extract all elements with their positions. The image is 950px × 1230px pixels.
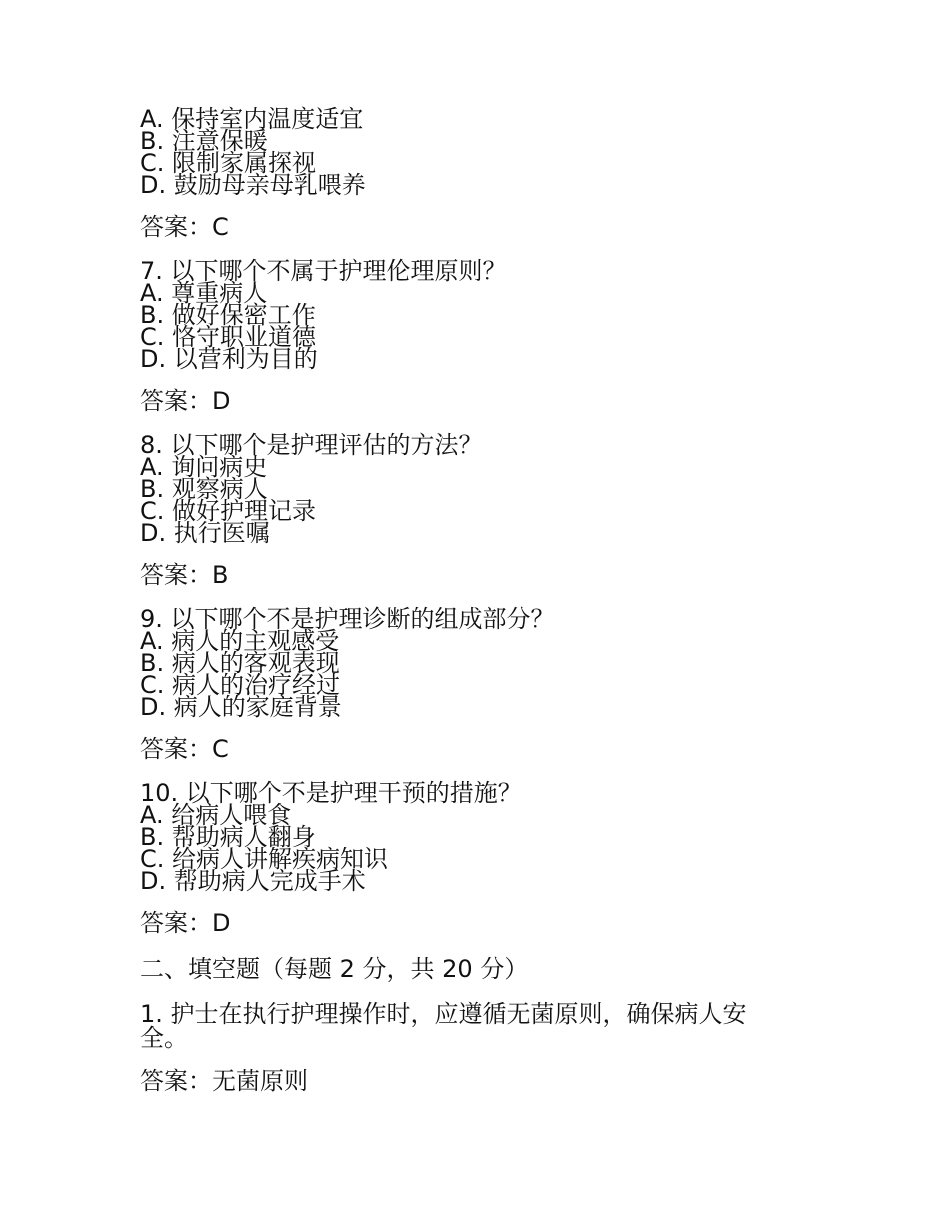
- option-a: A. 尊重病人: [140, 279, 268, 307]
- option-a: A. 保持室内温度适宜: [140, 105, 364, 133]
- option-d: D. 病人的家庭背景: [140, 693, 342, 721]
- question-10: [140, 779, 780, 937]
- question-text: 9. 以下哪个不是护理诊断的组成部分？: [140, 605, 555, 633]
- question-9: [140, 605, 780, 763]
- fill-question-1: 1. 护士在执行护理操作时，应遵循无菌原则，确保病人安全。: [140, 1000, 747, 1052]
- answer-text: 答案：C: [140, 213, 229, 241]
- section-fill-in: [140, 956, 780, 1094]
- option-c: C. 恪守职业道德: [140, 323, 317, 351]
- section-title: 二、填空题（每题 2 分，共 20 分）: [140, 955, 529, 983]
- option-a: A. 给病人喂食: [140, 801, 292, 829]
- question-text: 10. 以下哪个不是护理干预的措施？: [140, 779, 522, 807]
- option-b: B. 帮助病人翻身: [140, 823, 316, 851]
- answer-text: 答案：C: [140, 735, 229, 763]
- option-a: A. 病人的主观感受: [140, 627, 340, 655]
- option-d: D. 帮助病人完成手术: [140, 867, 366, 895]
- answer-text: 答案：D: [140, 387, 231, 415]
- intro-question-options: [140, 105, 780, 241]
- question-8: [140, 431, 780, 589]
- option-b: B. 观察病人: [140, 475, 268, 503]
- option-b: B. 做好保密工作: [140, 301, 316, 329]
- option-c: C. 限制家属探视: [140, 149, 317, 177]
- option-d: D. 执行医嘱: [140, 519, 270, 547]
- answer-text: 答案：D: [140, 909, 231, 937]
- option-a: A. 询问病史: [140, 453, 268, 481]
- option-c: C. 做好护理记录: [140, 497, 317, 525]
- answer-text: 答案：B: [140, 561, 229, 589]
- answer-text: 答案：无菌原则: [140, 1067, 308, 1095]
- option-b: B. 病人的客观表现: [140, 649, 340, 677]
- option-c: C. 给病人讲解疾病知识: [140, 845, 389, 873]
- option-d: D. 以营利为目的: [140, 345, 318, 373]
- question-text: 7. 以下哪个不属于护理伦理原则？: [140, 257, 507, 285]
- option-c: C. 病人的治疗经过: [140, 671, 341, 699]
- question-7: [140, 257, 780, 415]
- document-page: [140, 105, 780, 1114]
- option-b: B. 注意保暖: [140, 127, 268, 155]
- option-d: D. 鼓励母亲母乳喂养: [140, 171, 366, 199]
- question-text: 8. 以下哪个是护理评估的方法？: [140, 431, 483, 459]
